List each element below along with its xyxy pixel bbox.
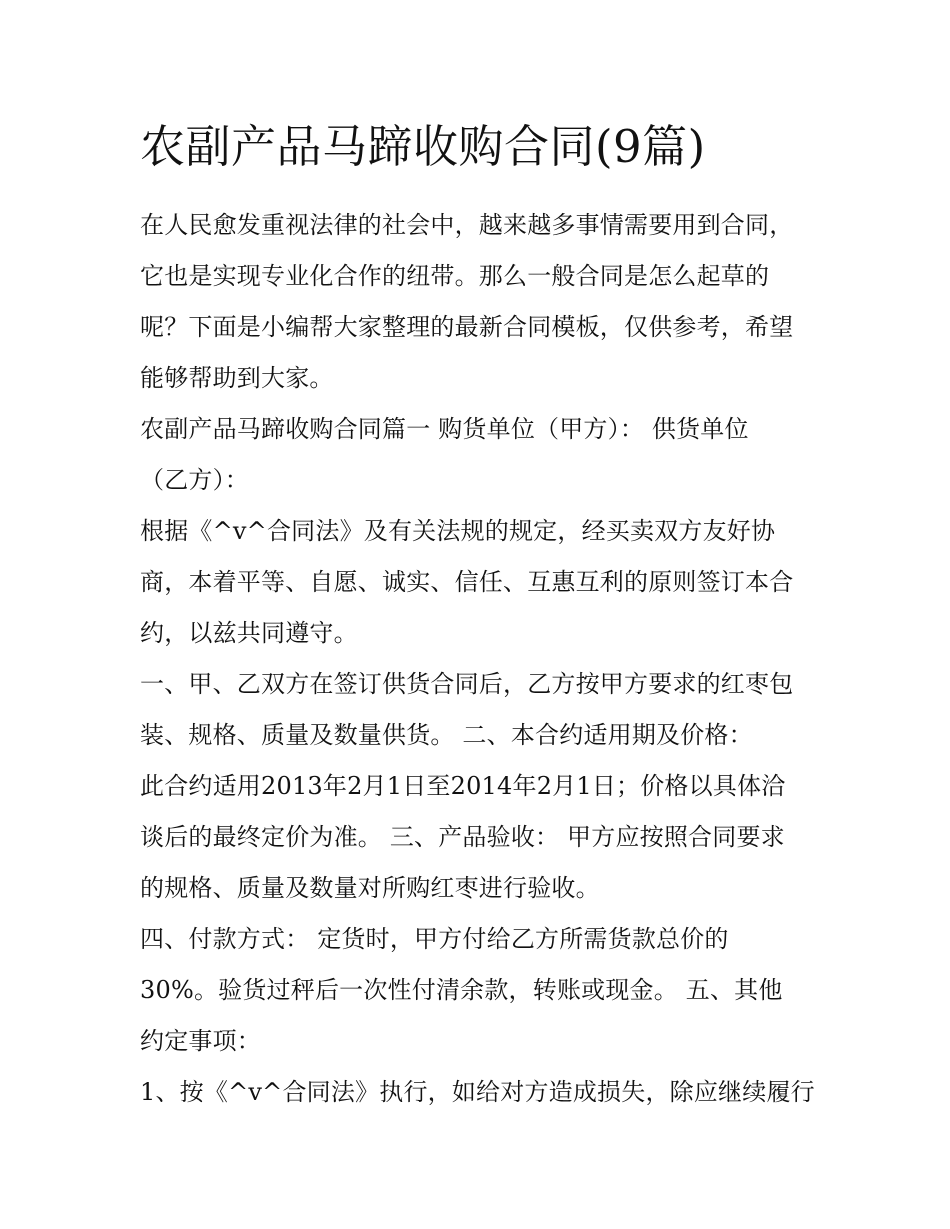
document-title: 农副产品马蹄收购合同(9篇) — [140, 120, 706, 173]
text-line: 约定事项： — [140, 1027, 261, 1055]
paragraph-clause-4 — [140, 914, 820, 1067]
text-line: 能够帮助到大家。 — [140, 364, 334, 392]
paragraph-parties — [140, 404, 820, 506]
text-line: 的规格、质量及数量对所购红枣进行验收。 — [140, 874, 600, 902]
text-line: 呢？下面是小编帮大家整理的最新合同模板，仅供参考，希望 — [140, 313, 794, 341]
text-line: 1、按《^v^合同法》执行，如给对方造成损失，除应继续履行 — [140, 1078, 815, 1106]
text-line: 此合约适用2013年2月1日至2014年2月1日；价格以具体洽 — [140, 772, 786, 800]
text-line: 在人民愈发重视法律的社会中，越来越多事情需要用到合同， — [140, 211, 794, 239]
paragraph-clause-2 — [140, 761, 820, 914]
text-line: （乙方）： — [140, 466, 249, 494]
text-line: 四、付款方式： 定货时，甲方付给乙方所需货款总价的 — [140, 925, 729, 953]
paragraph-clause-1 — [140, 659, 820, 761]
text-line: 谈后的最终定价为准。 三、产品验收： 甲方应按照合同要求 — [140, 823, 785, 851]
paragraph-clause-5-1 — [140, 1067, 820, 1118]
text-line: 约，以兹共同遵守。 — [140, 619, 358, 647]
text-line: 装、规格、质量及数量供货。 二、本合约适用期及价格： — [140, 721, 753, 749]
text-line: 它也是实现专业化合作的纽带。那么一般合同是怎么起草的 — [140, 262, 770, 290]
text-line: 一、甲、乙双方在签订供货合同后，乙方按甲方要求的红枣包 — [140, 670, 794, 698]
paragraph-basis — [140, 506, 820, 659]
text-line: 30%。验货过秤后一次性付清余款，转账或现金。 五、其他 — [140, 976, 783, 1004]
text-line: 农副产品马蹄收购合同篇一 购货单位（甲方）： 供货单位 — [140, 415, 749, 443]
text-line: 根据《^v^合同法》及有关法规的规定，经买卖双方友好协 — [140, 517, 776, 545]
text-line: 商，本着平等、自愿、诚实、信任、互惠互利的原则签订本合 — [140, 568, 794, 596]
document-body — [140, 112, 820, 1118]
paragraph-intro — [140, 200, 820, 404]
